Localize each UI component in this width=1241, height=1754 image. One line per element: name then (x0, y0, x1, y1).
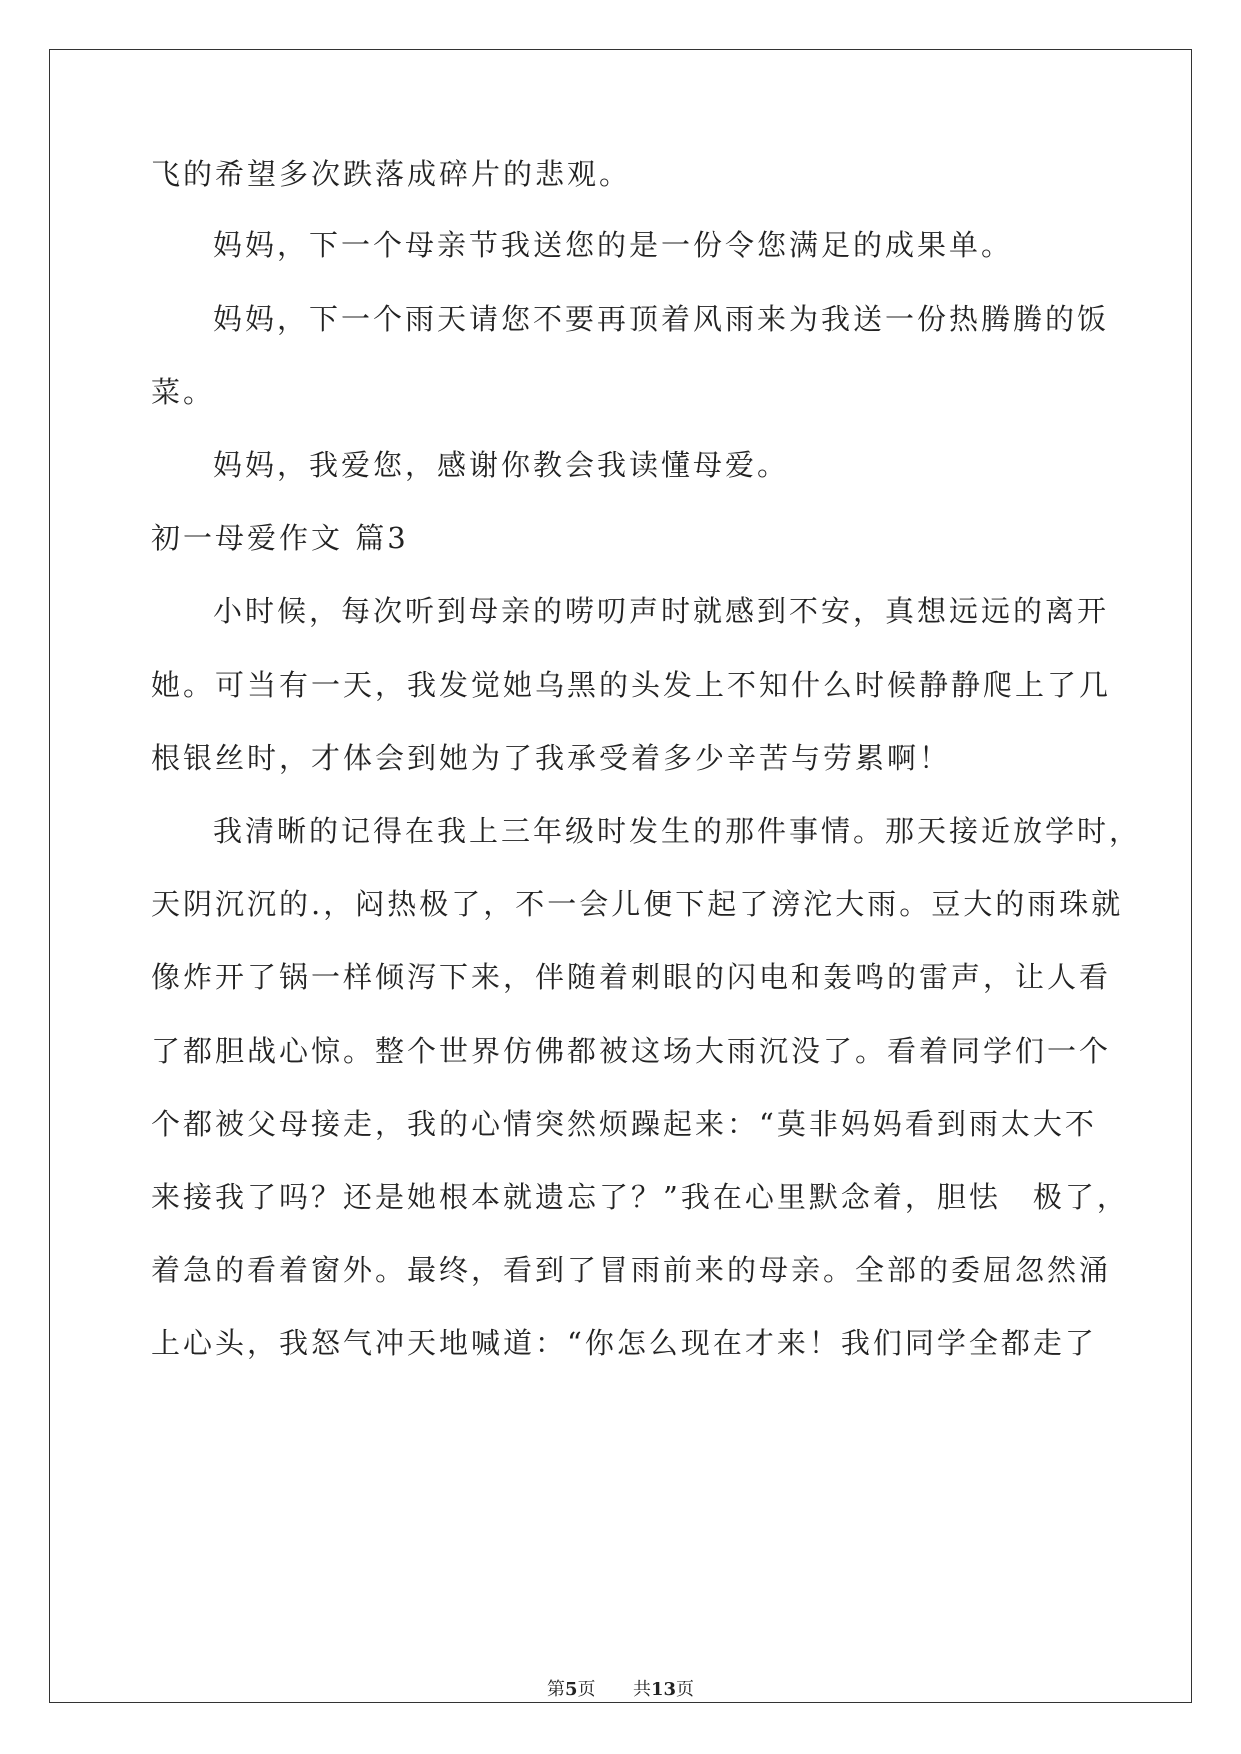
page-indicator (547, 1680, 596, 1700)
text-line: 像炸开了锅一样倾泻下来，伴随着刺眼的闪电和轰鸣的雷声，让人看 (151, 960, 1112, 994)
text-line: 了都胆战心惊。整个世界仿佛都被这场大雨沉没了。看着同学们一个 (151, 1034, 1112, 1068)
paragraph-line: 我清晰的记得在我上三年级时发生的那件事情。那天接近放学时， (213, 814, 1142, 848)
paragraph-line: 妈妈，下一个雨天请您不要再顶着风雨来为我送一份热腾腾的饭 (213, 302, 1110, 336)
total-pages: 13 (650, 1679, 677, 1700)
text-line: 根银丝时，才体会到她为了我承受着多少辛苦与劳累啊！ (151, 741, 952, 775)
total-suffix: 页 (676, 1679, 695, 1700)
total-pages-indicator (633, 1680, 694, 1700)
text-line: 天阴沉沉的.，闷热极了，不一会儿便下起了滂沱大雨。豆大的雨珠就 (151, 887, 1124, 921)
page-number: 5 (564, 1679, 578, 1700)
text-line: 着急的看着窗外。最终，看到了冒雨前来的母亲。全部的委屈忽然涌 (151, 1253, 1112, 1287)
page-border (49, 49, 1192, 1703)
page-prefix: 第 (546, 1679, 565, 1700)
paragraph-line: 小时候，每次听到母亲的唠叨声时就感到不安，真想远远的离开 (213, 594, 1110, 628)
text-line: 飞的希望多次跌落成碎片的悲观。 (151, 157, 632, 191)
page-footer (0, 1680, 1241, 1700)
text-line: 菜。 (151, 375, 216, 409)
text-line: 她。可当有一天，我发觉她乌黑的头发上不知什么时候静静爬上了几 (151, 668, 1112, 702)
section-heading: 初一母爱作文 篇3 (151, 521, 409, 555)
text-line: 个都被父母接走，我的心情突然烦躁起来：“莫非妈妈看到雨太大不 (151, 1107, 1097, 1141)
paragraph-line: 妈妈，下一个母亲节我送您的是一份令您满足的成果单。 (213, 228, 1014, 262)
total-prefix: 共 (632, 1679, 651, 1700)
paragraph-line: 妈妈，我爱您，感谢你教会我读懂母爱。 (213, 448, 790, 482)
page-suffix: 页 (577, 1679, 596, 1700)
text-line: 来接我了吗？还是她根本就遗忘了？”我在心里默念着，胆怯 极了， (151, 1180, 1129, 1214)
text-line: 上心头，我怒气冲天地喊道：“你怎么现在才来！我们同学全都走了 (151, 1326, 1097, 1360)
